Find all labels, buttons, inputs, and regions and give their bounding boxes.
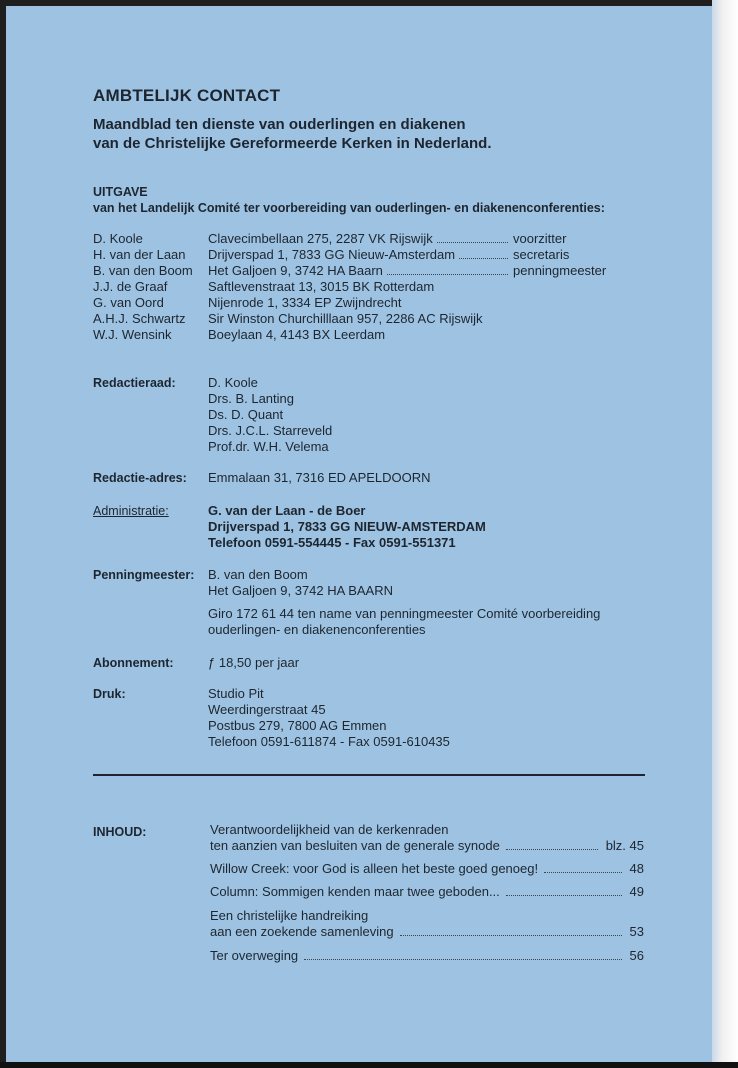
- toc-entry-title: Ter overweging: [210, 948, 299, 963]
- administratie-label: Administratie:: [93, 504, 169, 518]
- toc-page-number: 53: [629, 924, 644, 939]
- editor-name: Drs. J.C.L. Starreveld: [208, 423, 333, 438]
- leader-dots: [437, 231, 508, 243]
- toc-page-number: blz. 45: [605, 838, 644, 853]
- member-role: voorzitter: [513, 231, 567, 246]
- toc-entry: [210, 861, 644, 877]
- member-address: Sir Winston Churchilllaan 957, 2286 AC Rijswijk: [208, 311, 483, 326]
- toc-entry-title-line: Een christelijke handreiking: [210, 908, 369, 923]
- committee-row: [93, 231, 606, 247]
- subtitle-line-2: van de Christelijke Gereformeerde Kerken in Nederland.: [93, 135, 492, 152]
- leader-dots: [387, 263, 508, 275]
- toc-entry: [210, 884, 644, 900]
- toc-entry-line: [210, 948, 644, 964]
- leader-dots: [400, 935, 622, 936]
- administratie-name: G. van der Laan - de Boer: [208, 503, 366, 518]
- editor-name: Drs. B. Lanting: [208, 391, 294, 406]
- committee-row: [93, 279, 606, 295]
- member-name: A.H.J. Schwartz: [93, 311, 186, 326]
- member-name: B. van den Boom: [93, 263, 193, 278]
- editor-name: D. Koole: [208, 375, 258, 390]
- committee-row: [93, 311, 606, 327]
- giro-block: [208, 606, 600, 638]
- abonnement-label: Abonnement:: [93, 656, 174, 670]
- member-role: secretaris: [513, 247, 570, 262]
- inhoud-label: INHOUD:: [93, 825, 147, 839]
- toc-entry: [210, 908, 644, 940]
- bottom-border: [0, 1062, 738, 1068]
- redactie-adres-value: Emmalaan 31, 7316 ED APELDOORN: [208, 470, 431, 485]
- toc-entry-line: [210, 884, 644, 900]
- printer-street: Weerdingerstraat 45: [208, 702, 326, 717]
- member-address: Clavecimbellaan 275, 2287 VK Rijswijk: [208, 231, 433, 246]
- leader-dots: [506, 895, 622, 896]
- leader-dots: [506, 849, 598, 850]
- member-address: Het Galjoen 9, 3742 HA Baarn: [208, 263, 383, 278]
- uitgave-publisher: van het Landelijk Comité ter voorbereiding van ouderlingen- en diakenenconferenties:: [93, 201, 605, 215]
- committee-row: [93, 247, 606, 263]
- editor-name: Prof.dr. W.H. Velema: [208, 439, 329, 454]
- penningmeester-label: Penningmeester:: [93, 568, 195, 582]
- druk-block: [208, 686, 450, 750]
- administratie-block: [208, 503, 486, 551]
- redactieraad-list: [208, 375, 332, 455]
- toc-entry-line: [210, 924, 644, 940]
- toc-entry-title: Willow Creek: voor God is alleen het beste goed genoeg!: [210, 861, 539, 876]
- committee-row: [93, 327, 606, 343]
- toc-entry-title: ten aanzien van besluiten van de generale synode: [210, 838, 500, 853]
- toc-entry-line: [210, 838, 644, 854]
- druk-label: Druk:: [93, 687, 126, 701]
- giro-line: ouderlingen- en diakenenconferenties: [208, 622, 426, 637]
- redactie-adres-label: Redactie-adres:: [93, 471, 187, 485]
- abonnement-value: ƒ 18,50 per jaar: [208, 655, 300, 670]
- member-name: G. van Oord: [93, 295, 164, 310]
- administratie-address: Drijverspad 1, 7833 GG NIEUW-AMSTERDAM: [208, 519, 486, 534]
- leader-dots: [459, 247, 508, 259]
- toc-entry: [210, 822, 644, 854]
- committee-list: [93, 231, 606, 343]
- printer-name: Studio Pit: [208, 686, 264, 701]
- toc-entry-line: [210, 861, 644, 877]
- member-address: Nijenrode 1, 3334 EP Zwijndrecht: [208, 295, 402, 310]
- toc-page-number: 48: [629, 861, 644, 876]
- member-address-cell: [208, 231, 513, 247]
- giro-line: Giro 172 61 44 ten name van penningmeester Comité voorbereiding: [208, 606, 601, 621]
- committee-row: [93, 263, 606, 279]
- leader-dots: [304, 959, 621, 960]
- subtitle-line-1: Maandblad ten dienste van ouderlingen en diakenen: [93, 116, 466, 133]
- editor-name: Ds. D. Quant: [208, 407, 284, 422]
- printer-phone: Telefoon 0591-611874 - Fax 0591-610435: [208, 734, 450, 749]
- magazine-title: AMBTELIJK CONTACT: [93, 86, 281, 105]
- section-divider: [93, 774, 645, 776]
- member-name: W.J. Wensink: [93, 327, 172, 342]
- member-name: H. van der Laan: [93, 247, 186, 262]
- magazine-subtitle: [93, 115, 491, 153]
- member-name: J.J. de Graaf: [93, 279, 168, 294]
- committee-row: [93, 295, 606, 311]
- toc-entry-title: aan een zoekende samenleving: [210, 924, 394, 939]
- member-name: D. Koole: [93, 231, 143, 246]
- member-address: Boeylaan 4, 4143 BX Leerdam: [208, 327, 386, 342]
- toc-entry-title: Column: Sommigen kenden maar twee geboden...: [210, 884, 500, 899]
- toc-entry: [210, 948, 644, 964]
- page-edge: [712, 0, 738, 1068]
- uitgave-heading: UITGAVE: [93, 185, 148, 199]
- uitgave-section: [93, 184, 605, 216]
- leader-dots: [544, 872, 621, 873]
- printer-postbus: Postbus 279, 7800 AG Emmen: [208, 718, 387, 733]
- member-address-cell: [208, 247, 513, 263]
- redactieraad-label: Redactieraad:: [93, 376, 176, 390]
- administratie-phone: Telefoon 0591-554445 - Fax 0591-551371: [208, 535, 456, 550]
- penningmeester-block: [208, 567, 393, 599]
- member-address: Saftlevenstraat 13, 3015 BK Rotterdam: [208, 279, 435, 294]
- member-address: Drijverspad 1, 7833 GG Nieuw-Amsterdam: [208, 247, 456, 262]
- member-address-cell: [208, 263, 513, 279]
- member-role: penningmeester: [513, 263, 607, 278]
- toc-page-number: 56: [629, 948, 644, 963]
- penningmeester-address: Het Galjoen 9, 3742 HA BAARN: [208, 583, 393, 598]
- toc-entry-title-line: Verantwoordelijkheid van de kerkenraden: [210, 822, 449, 837]
- toc-page-number: 49: [629, 884, 644, 899]
- penningmeester-name: B. van den Boom: [208, 567, 308, 582]
